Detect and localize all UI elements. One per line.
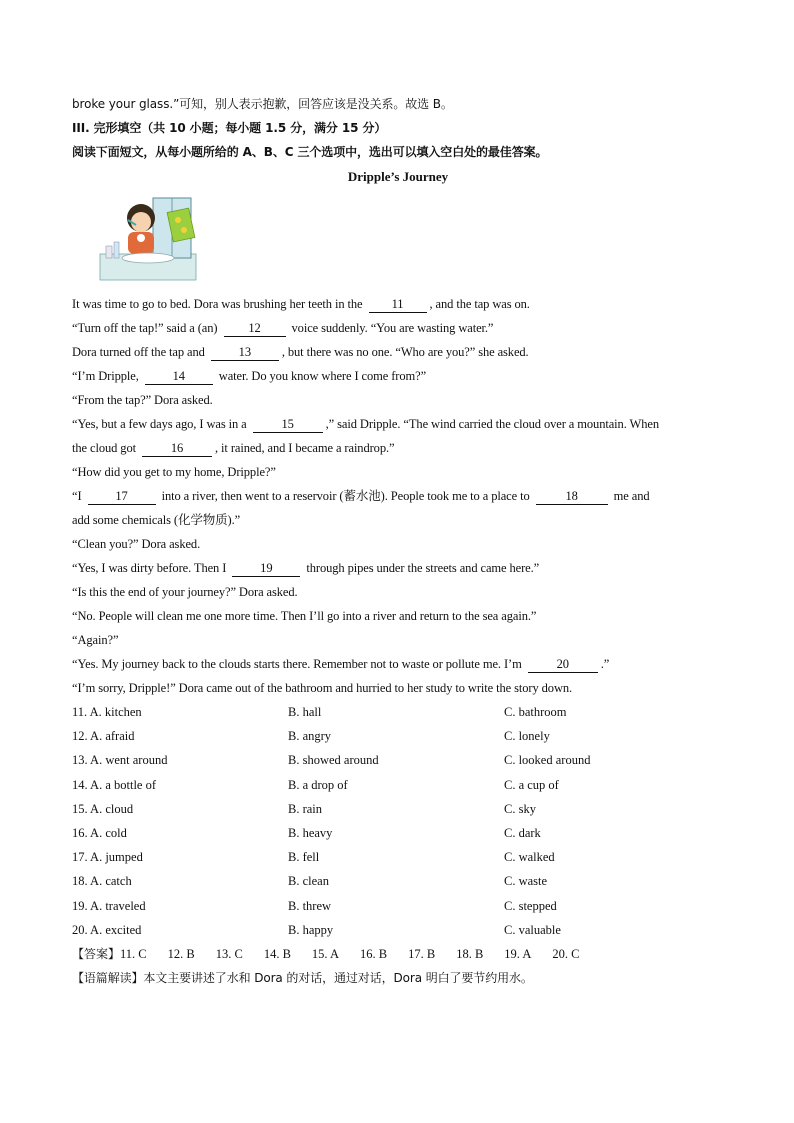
analysis-line <box>72 966 724 990</box>
option-row: 12. A. afraid B. angry C. lonely <box>72 729 550 744</box>
option-row: 14. A. a bottle of B. a drop of C. a cup of <box>72 777 559 792</box>
blank-15: 15 <box>253 417 323 433</box>
options-list <box>72 700 724 942</box>
document-page <box>72 92 724 990</box>
passage-line-15: “Again?” <box>72 633 119 647</box>
passage-line-1: It was time to go to bed. Dora was brushing her teeth in the 11 , and the tap was on. <box>72 297 530 311</box>
answer-label: 【答案】 <box>72 947 121 962</box>
option-row: 16. A. cold B. heavy C. dark <box>72 826 541 841</box>
option-row: 19. A. traveled B. threw C. stepped <box>72 898 557 913</box>
passage-line-3: Dora turned off the tap and 13 , but there was no one. “Who are you?” she asked. <box>72 345 529 359</box>
analysis-text: 本文主要讲述了水和 Dora 的对话，通过对话，Dora 明白了要节约用水。 <box>143 971 533 986</box>
passage-line-10: add some chemicals (化学物质).” <box>72 513 241 527</box>
intro-line: broke your glass.”可知，别人表示抱歉，回答应该是没关系。故选 B。 <box>72 97 453 111</box>
passage-line-11: “Clean you?” Dora asked. <box>72 537 201 551</box>
passage-line-12: “Yes, I was dirty before. Then I 19 through pipes under the streets and came here.” <box>72 561 540 575</box>
blank-11: 11 <box>369 297 427 313</box>
option-row: 17. A. jumped B. fell C. walked <box>72 850 555 865</box>
blank-13: 13 <box>211 345 279 361</box>
analysis-label: 【语篇解读】 <box>72 971 144 986</box>
passage-line-6: “Yes, but a few days ago, I was in a 15 ,” said Dripple. “The wind carried the cloud over a mountain. When <box>72 417 659 431</box>
option-row: 20. A. excited B. happy C. valuable <box>72 922 561 937</box>
passage-line-4: “I’m Dripple, 14 water. Do you know where I come from?” <box>72 369 427 383</box>
instruction-text: 阅读下面短文，从每小题所给的 A、B、C 三个选项中，选出可以填入空白处的最佳答案。 <box>72 145 548 159</box>
blank-18: 18 <box>536 489 608 505</box>
passage-line-16: “Yes. My journey back to the clouds starts there. Remember not to waste or pollute me. I’m 20 .” <box>72 657 610 671</box>
passage-line-17: “I’m sorry, Dripple!” Dora came out of the bathroom and hurried to her study to write the story down. <box>72 681 573 695</box>
blank-17: 17 <box>88 489 156 505</box>
passage-line-14: “No. People will clean me one more time. Then I’ll go into a river and return to the sea again.” <box>72 609 537 623</box>
passage-line-9: “I 17 into a river, then went to a reservoir (蓄水池). People took me to a place to 18 me and <box>72 489 650 503</box>
passage-line-2: “Turn off the tap!” said a (an) 12 voice suddenly. “You are wasting water.” <box>72 321 494 335</box>
passage-line-5: “From the tap?” Dora asked. <box>72 393 213 407</box>
blank-16: 16 <box>142 441 212 457</box>
answer-key: 【答案】 11. C 12. B 13. C 14. B 15. A 16. B 17. B 18. B 19. A 20. C <box>72 942 724 966</box>
option-row: 13. A. went around B. showed around C. looked around <box>72 753 591 768</box>
blank-14: 14 <box>145 369 213 385</box>
blank-12: 12 <box>224 321 286 337</box>
blank-20: 20 <box>528 657 598 673</box>
blank-19: 19 <box>232 561 300 577</box>
passage-title: Dripple’s Journey <box>347 169 449 184</box>
section-heading: III. 完形填空（共 10 小题；每小题 1.5 分，满分 15 分） <box>72 121 387 135</box>
passage-line-13: “Is this the end of your journey?” Dora asked. <box>72 585 298 599</box>
option-row: 18. A. catch B. clean C. waste <box>72 874 548 889</box>
illustration-girl-brushing-teeth <box>98 192 724 284</box>
option-row: 15. A. cloud B. rain C. sky <box>72 801 536 816</box>
passage-line-7: the cloud got 16 , it rained, and I became a raindrop.” <box>72 441 395 455</box>
option-row: 11. A. kitchen B. hall C. bathroom <box>72 705 567 719</box>
passage-line-8: “How did you get to my home, Dripple?” <box>72 465 276 479</box>
